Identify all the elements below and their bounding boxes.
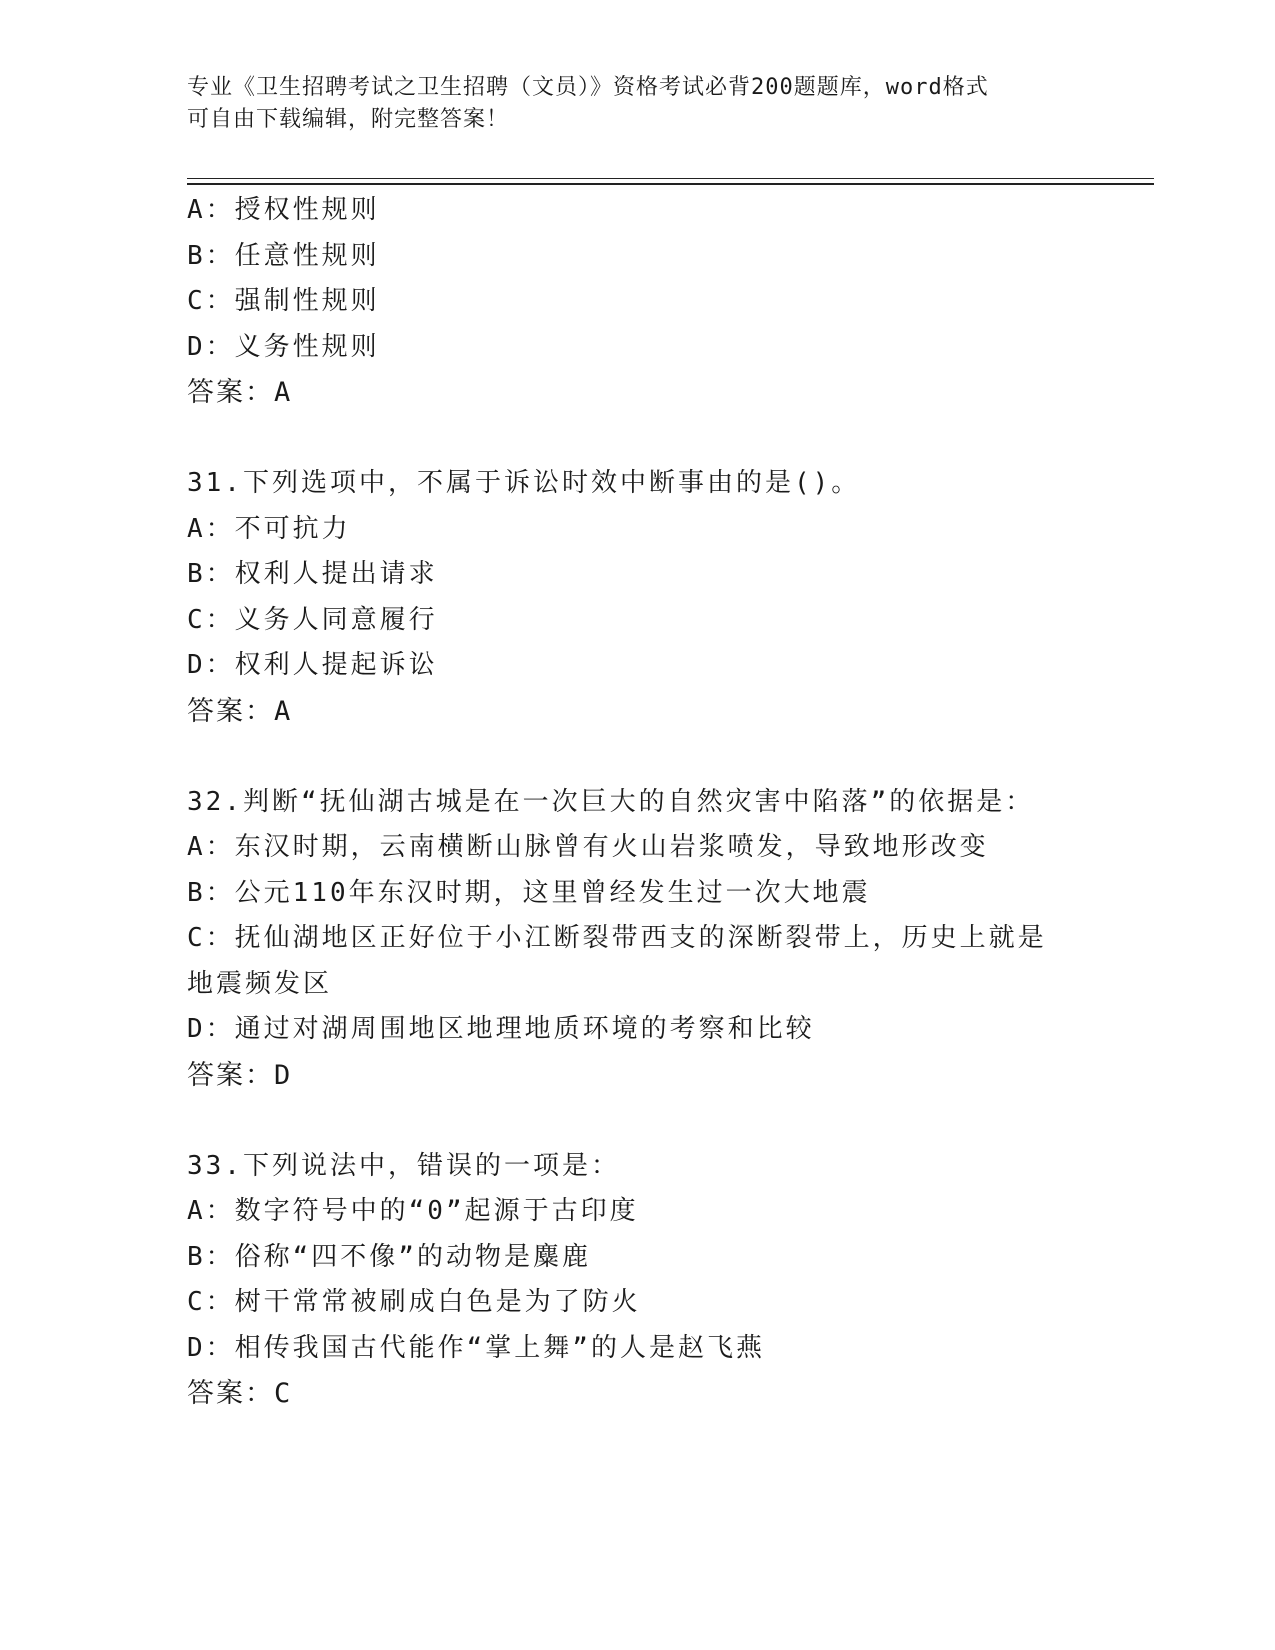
header-line-2: 可自由下载编辑，附完整答案！ bbox=[187, 107, 510, 132]
option-c: C：义务人同意履行 bbox=[187, 604, 438, 635]
answer-line: 答案：A bbox=[187, 377, 293, 408]
option-d: D：义务性规则 bbox=[187, 331, 380, 362]
question-list bbox=[187, 188, 1087, 1462]
question-text: 31.下列选项中，不属于诉讼时效中断事由的是()。 bbox=[187, 468, 861, 498]
header-line-1: 专业《卫生招聘考试之卫生招聘（文员）》资格考试必背200题题库，word格式 bbox=[187, 75, 989, 100]
question-block-30 bbox=[187, 188, 1087, 416]
question-text: 33.下列说法中，错误的一项是： bbox=[187, 1150, 620, 1181]
option-b: B：权利人提出请求 bbox=[187, 559, 438, 589]
option-c: C：强制性规则 bbox=[187, 286, 380, 316]
option-a: A：东汉时期，云南横断山脉曾有火山岩浆喷发，导致地形改变 bbox=[187, 832, 989, 862]
question-text: 32.判断“抚仙湖古城是在一次巨大的自然灾害中陷落”的依据是： bbox=[187, 786, 1035, 817]
option-d: D：权利人提起诉讼 bbox=[187, 650, 438, 680]
option-a: A：授权性规则 bbox=[187, 195, 380, 225]
option-a: A：不可抗力 bbox=[187, 513, 351, 544]
option-c: C：树干常常被刷成白色是为了防火 bbox=[187, 1287, 641, 1317]
answer-line: 答案：D bbox=[187, 1059, 293, 1091]
header-divider-thin bbox=[187, 178, 1154, 179]
option-b: B：任意性规则 bbox=[187, 240, 380, 271]
option-c: C：抚仙湖地区正好位于小江断裂带西支的深断裂带上，历史上就是地震频发区 bbox=[187, 923, 1047, 999]
question-block-33 bbox=[187, 1144, 1087, 1417]
option-a: A：数字符号中的“0”起源于古印度 bbox=[187, 1196, 639, 1226]
option-b: B：俗称“四不像”的动物是麋鹿 bbox=[187, 1241, 591, 1272]
header-divider-thick bbox=[187, 183, 1154, 185]
option-d: D：相传我国古代能作“掌上舞”的人是赵飞燕 bbox=[187, 1332, 765, 1363]
option-d: D：通过对湖周围地区地理地质环境的考察和比较 bbox=[187, 1014, 815, 1044]
answer-line: 答案：A bbox=[187, 695, 293, 727]
question-block-32 bbox=[187, 780, 1087, 1099]
answer-line: 答案：C bbox=[187, 1378, 293, 1409]
option-b: B：公元110年东汉时期，这里曾经发生过一次大地震 bbox=[187, 877, 871, 908]
question-block-31 bbox=[187, 461, 1087, 734]
document-header bbox=[187, 72, 1067, 136]
